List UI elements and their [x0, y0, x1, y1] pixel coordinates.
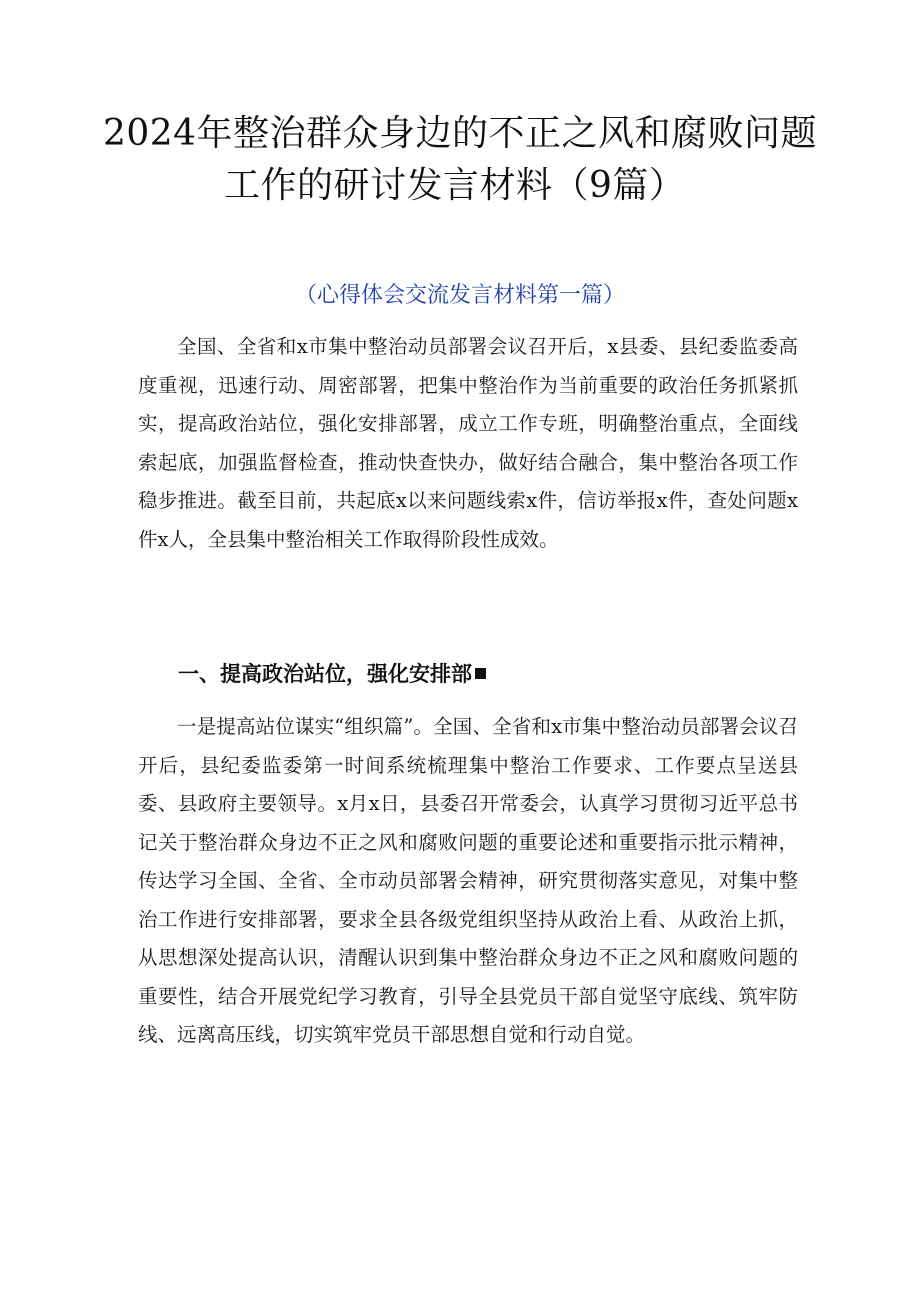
section-heading-text: 一、提高政治站位，强化安排部 — [178, 662, 472, 686]
document-title-line-2: 工作的研讨发言材料（9篇） — [224, 165, 686, 206]
square-bullet-icon — [475, 668, 486, 679]
section-heading — [178, 658, 486, 690]
intro-paragraph: 全国、全省和x市集中整治动员部署会议召开后，x县委、县纪委监委高度重视，迅速行动、周密部署，把集中整治作为当前重要的政治任务抓紧抓实，提高政治站位，强化安排部署，成立工作专班，明确整治重点，全面线索起底，加强监督检查，推动快查快办，做好结合融合，集中整治各项工作稳步推进。截至目前，共起底x以来问题线索x件，信访举报x件，查处问题x件x人，全县集中整治相关工作取得阶段性成效。 — [138, 335, 798, 551]
body-paragraph: 一是提高站位谋实“组织篇”。全国、全省和x市集中整治动员部署会议召开后，县纪委监委第一时间系统梳理集中整治工作要求、工作要点呈送县委、县政府主要领导。x月x日，县委召开常委会，认真学习贯彻习近平总书记关于整治群众身边不正之风和腐败问题的重要论述和重要指示批示精神，传达学习全国、全省、全市动员部署会精神，研究贯彻落实意见，对集中整治工作进行安排部署，要求全县各级党组织坚持从政治上看、从政治上抓，从思想深处提高认识，清醒认识到集中整治群众身边不正之风和腐败问题的重要性，结合开展党纪学习教育，引导全县党员干部自觉坚守底线、筑牢防线、远离高压线，切实筑牢党员干部思想自觉和行动自觉。 — [138, 715, 798, 1046]
document-title — [100, 108, 820, 212]
document-title-line-1: 2024年整治群众身边的不正之风和腐败问题 — [102, 113, 818, 154]
section-subtitle: （心得体会交流发言材料第一篇） — [294, 283, 625, 308]
